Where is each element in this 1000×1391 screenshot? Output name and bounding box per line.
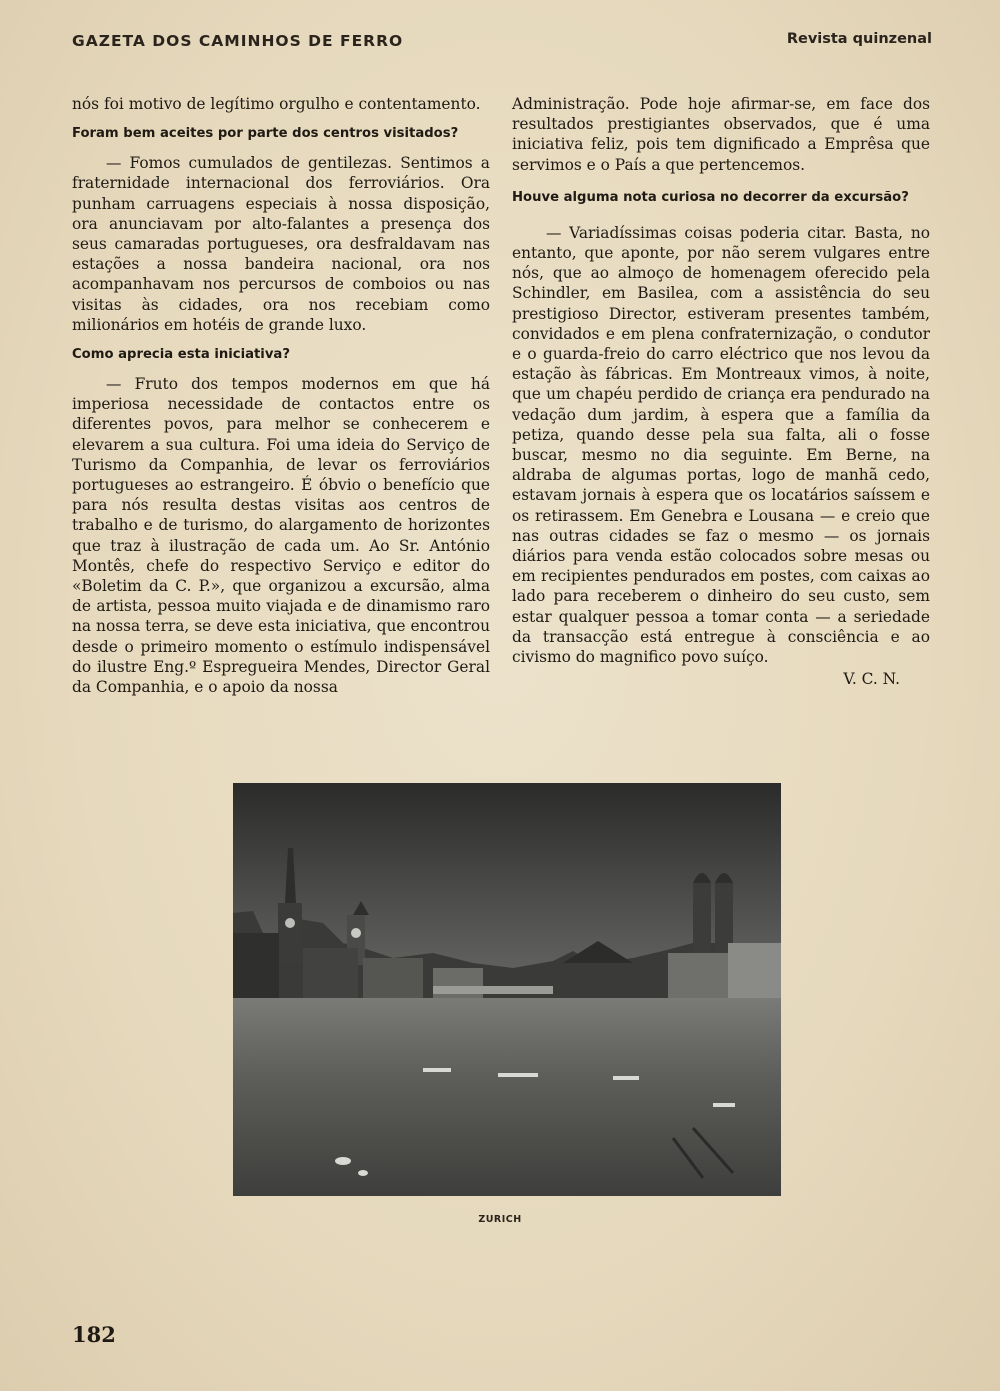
question-heading: Houve alguma nota curiosa no decorrer da excursão? bbox=[512, 189, 909, 205]
zurich-photograph bbox=[233, 783, 781, 1196]
photo-caption: ZURICH bbox=[478, 1214, 522, 1225]
question-heading: Como aprecia esta iniciativa? bbox=[72, 347, 290, 363]
answer-paragraph: — Variadíssimas coisas poderia citar. Basta, no entanto, que aponte, por não serem vulgares entre nós, que ao almoço de homenagem oferecido pela Schindler, em Basilea, com a assistência do seu prestigioso Director, estiveram presentes também, convidados e em plena confraternização, o condutor e o guarda-freio do carro eléctrico que nos levou da estação às fábricas. Em Montreaux vimos, à noite, que um chapéu perdido de criança era pendurado na vedação dum jardim, à espera que a família da petiza, quando desse pela sua falta, ali o fosse buscar, mesmo no dia seguinte. Em Berne, na aldraba de algumas portas, logo de manhã cedo, estavam jornais à espera que os locatários saíssem e os retirassem. Em Genebra e Lousana — e creio que nas outras cidades se faz o mesmo — os jornais diários para venda estão colocados sobre mesas ou em recipientes pendurados em postes, com caixas ao lado para receberem o dinheiro do seu custo, sem estar qualquer pessoa a tomar conta — a seriedade da transacção está entregue à consciência e ao civismo do magnifico povo suíço. bbox=[512, 223, 930, 667]
publication-subtitle: Revista quinzenal bbox=[786, 31, 932, 47]
question-heading: Foram bem aceites por parte dos centros visitados? bbox=[72, 126, 459, 142]
publication-title: GAZETA DOS CAMINHOS DE FERRO bbox=[72, 32, 404, 50]
answer-paragraph: — Fomos cumulados de gentilezas. Sentimos a fraternidade internacional dos ferroviários. Ora punham carruagens especiais à nossa disposição, ora anunciavam por alto-falantes a presença dos seus camaradas portugueses, ora desfraldavam nas estações a nossa bandeira nacional, ora nos acompanhavam nos percursos de comboios ou nas visitas às cidades, ora nos recebiam como milionários em hotéis de grande luxo. bbox=[72, 154, 490, 334]
paragraph: nós foi motivo de legítimo orgulho e contentamento. bbox=[72, 95, 481, 113]
page-number: 182 bbox=[72, 1322, 116, 1347]
paragraph: Administração. Pode hoje afirmar-se, em face dos resultados prestigiantes observados, que é uma iniciativa feliz, pois tem dignificado a Emprêsa que servimos e o País a que pertencemos. bbox=[512, 95, 930, 174]
author-signature: V. C. N. bbox=[843, 670, 900, 689]
right-column bbox=[512, 94, 930, 689]
left-column bbox=[72, 94, 490, 697]
answer-paragraph: — Fruto dos tempos modernos em que há imperiosa necessidade de contactos entre os diferentes povos, para melhor se conhecerem e elevarem a sua cultura. Foi uma ideia do Serviço de Turismo da Companhia, de levar os ferroviários portugueses ao estrangeiro. É óbvio o benefício que para nós resulta destas visitas aos centros de trabalho e de turismo, do alargamento de horizontes que traz à ilustração de cada um. Ao Sr. António Montês, chefe do respectivo Serviço e editor do «Boletim da C. P.», que organizou a excursão, alma de artista, pessoa muito viajada e de dinamismo raro na nossa terra, se deve esta iniciativa, que encontrou desde o primeiro momento o estímulo indispensável do ilustre Eng.º Espregueira Mendes, Director Geral da Companhia, e o apoio da nossa bbox=[72, 375, 490, 697]
